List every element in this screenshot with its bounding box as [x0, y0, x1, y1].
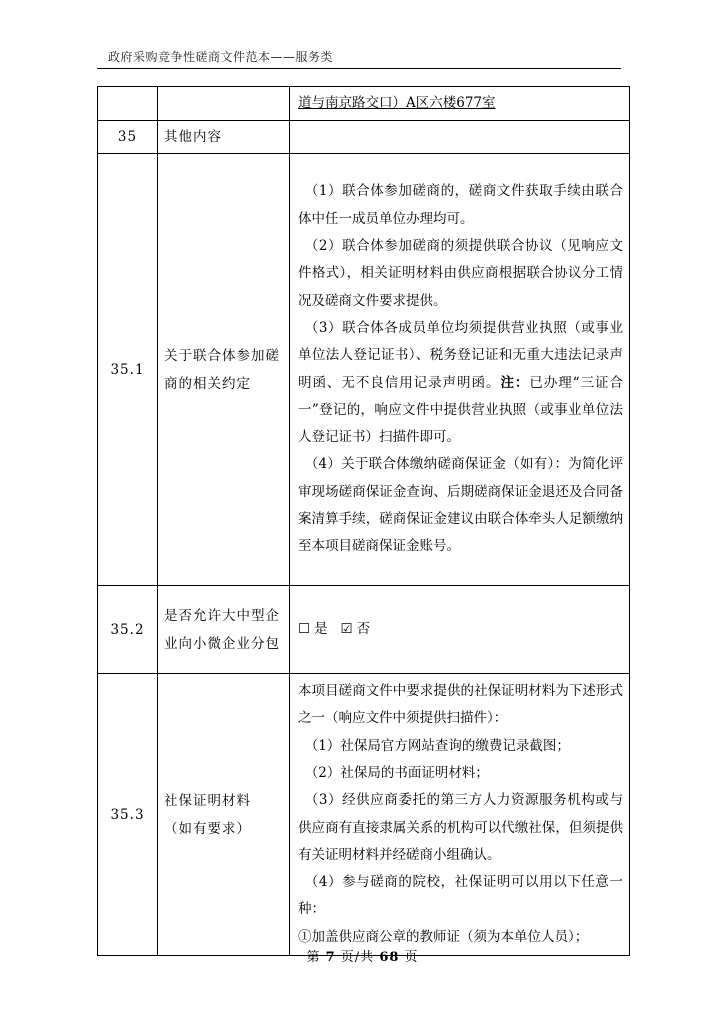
clause-paragraph: （4）参与磋商的院校，社保证明可以用以下任意一种：	[298, 874, 623, 918]
row-number: 35.2	[98, 586, 158, 674]
row-content	[290, 121, 630, 154]
table-row	[98, 87, 630, 121]
current-page: 7	[325, 950, 336, 965]
footer-middle: 页/共	[340, 950, 375, 965]
page-footer	[0, 946, 725, 965]
row-number: 35.3	[98, 674, 158, 956]
row-title	[158, 674, 290, 956]
row-number: 35.1	[98, 154, 158, 586]
total-pages: 68	[379, 950, 400, 965]
clause-paragraph: ①加盖供应商公章的教师证（须为本单位人员）；	[298, 928, 589, 945]
clause-paragraph: （4）关于联合体缴纳磋商保证金（如有）：为简化评审现场磋商保证金查询、后期磋商保证金退还及合同备案清算手续，磋商保证金建议由联合体牵头人足额缴纳至本项目磋商保证金账号。	[298, 456, 623, 555]
row-number: 35	[98, 121, 158, 154]
table-row	[98, 674, 630, 956]
option-yes-label: 是	[314, 620, 328, 637]
clause-paragraph: （1）联合体参加磋商的，磋商文件获取手续由联合体中任一成员单位办理均可。	[298, 183, 623, 227]
footer-prefix: 第	[306, 950, 321, 965]
clause-paragraph	[298, 315, 623, 451]
row-title: 其他内容	[158, 121, 290, 154]
checkbox-checked-icon[interactable]: ☑	[340, 620, 353, 637]
table-row	[98, 154, 630, 586]
document-header: 政府采购竞争性磋商文件范本——服务类	[108, 50, 334, 64]
header-divider	[97, 68, 621, 69]
table-row	[98, 586, 630, 674]
row-content	[290, 674, 630, 956]
row-content	[290, 154, 630, 586]
row-title: 关于联合体参加磋商的相关约定	[158, 154, 290, 586]
clause-paragraph: （3）经供应商委托的第三方人力资源服务机构或与供应商有直接隶属关系的机构可以代缴社保，但须提供有关证明材料并经磋商小组确认。	[298, 792, 623, 863]
clause-text: 已办理“三证合一”登记的，响应文件中提供营业执照（或事业单位法人登记证书）扫描件即可。	[298, 374, 624, 446]
row-title: 是否允许大中型企业向小微企业分包	[158, 586, 290, 674]
row-number	[98, 87, 158, 121]
clause-paragraph: （2）社保局的书面证明材料；	[304, 764, 489, 781]
row-title-line: 社保证明材料	[164, 792, 251, 809]
note-label: 注：	[500, 374, 530, 391]
row-title	[158, 87, 290, 121]
checkbox-unchecked-icon[interactable]: ☐	[298, 620, 311, 637]
row-content	[290, 87, 630, 121]
clause-paragraph: 本项目磋商文件中要求提供的社保证明材料为下述形式之一（响应文件中须提供扫描件）：	[298, 683, 623, 727]
row-content	[290, 586, 630, 674]
clause-paragraph: （1）社保局官方网站查询的缴费记录截图；	[304, 737, 570, 754]
row-title-line: （如有要求）	[164, 820, 251, 837]
table-row	[98, 121, 630, 154]
address-continuation: 道与南京路交口）A区六楼677室	[298, 94, 496, 111]
procurement-table	[97, 86, 630, 956]
clause-paragraph: （2）联合体参加磋商的须提供联合协议（见响应文件格式），相关证明材料由供应商根据联合协议分工情况及磋商文件要求提供。	[298, 238, 623, 309]
clause-text: （3）联合体各成员单位均须提供营业执照（或事业单位法人登记证书）、税务登记证和无重大违法记录声明函、无不良信用记录声明函。	[298, 319, 623, 391]
option-no-label: 否	[356, 620, 371, 637]
footer-suffix: 页	[404, 950, 419, 965]
